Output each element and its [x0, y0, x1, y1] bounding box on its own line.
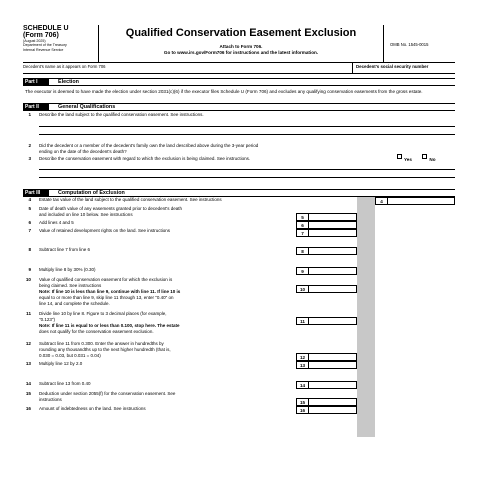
line-4-box-label: 4: [375, 197, 388, 205]
line-12-amount-field[interactable]: [309, 353, 357, 361]
line-13-number: 13: [25, 361, 31, 366]
line-8-amount-field[interactable]: [309, 247, 357, 255]
line-13-amount-field[interactable]: [309, 361, 357, 369]
line-10-number: 10: [25, 277, 31, 282]
line-12-number: 12: [25, 341, 31, 346]
line-2-number: 2: [28, 143, 31, 148]
line-8-text: Subtract line 7 from line 6: [39, 247, 91, 252]
part-2-tag: Part II: [23, 103, 49, 111]
form-id-block: [23, 25, 99, 63]
line-9-text: Multiply line 8 by 30% (0.30): [39, 267, 96, 272]
line-7-text: Value of retained development rights on the land. See instructions: [39, 228, 170, 233]
part-2-header: [23, 103, 455, 111]
yes-no-group: [391, 148, 436, 166]
line-7-amount-field[interactable]: [309, 229, 357, 237]
line-10-amount-field[interactable]: [309, 285, 357, 293]
line-11-box-label: 11: [296, 317, 309, 325]
department-line-2: Internal Revenue Service: [23, 47, 64, 52]
line-15-amount-field[interactable]: [309, 398, 357, 406]
line-5-amount-field[interactable]: [309, 213, 357, 221]
part-3-body: [23, 197, 455, 437]
attach-instruction: Attach to Form 706.: [219, 44, 263, 49]
line-10-note-3: line 14, and complete the schedule.: [39, 301, 110, 306]
line-16-amount-field[interactable]: [309, 406, 357, 414]
line-5-text-2: and included on line 10 below. See instructions: [39, 212, 133, 217]
line-5-box-label: 5: [296, 213, 309, 221]
line-12-text: Subtract line 11 from 0.300. Enter the answer in hundredths by: [39, 341, 164, 346]
line-6-text: Add lines 4 and 5: [39, 220, 74, 225]
part-2-body: [23, 111, 455, 185]
line-3-number: 3: [28, 156, 31, 161]
line-12-text-3: 0.030 = 0.03, but 0.031 = 0.04): [39, 353, 101, 358]
line-1-text: Describe the land subject to the qualified conservation easement. See instructions.: [39, 112, 204, 117]
part-1-tag: Part I: [23, 78, 49, 86]
line-15-box-label: 15: [296, 398, 309, 406]
line-10-text-2: being claimed. See instructions: [39, 283, 102, 288]
line-3-answer-line-2[interactable]: [39, 177, 455, 178]
no-label: No: [429, 157, 436, 162]
line-9-box-label: 9: [296, 267, 309, 275]
line-7-number: 7: [28, 228, 31, 233]
line-14-text: Subtract line 13 from 0.40: [39, 381, 91, 386]
line-15-text: Deduction under section 2055(f) for the conservation easement. See: [39, 391, 176, 396]
name-row: [23, 63, 455, 74]
line-16-number: 16: [25, 406, 31, 411]
part-1-title: Election: [58, 79, 79, 85]
line-11-text: Divide line 10 by line 8. Figure to 3 decimal places (for example,: [39, 311, 167, 316]
line-4-text: Estate tax value of the land subject to the qualified conservation easement. See instructions: [39, 197, 222, 202]
form-number: (Form 706): [23, 32, 59, 39]
line-11-amount-field[interactable]: [309, 317, 357, 325]
line-13-box-label: 13: [296, 361, 309, 369]
website-instruction: Go to www.irs.gov/Form706 for instructions and the latest information.: [163, 50, 319, 55]
line-9-amount-field[interactable]: [309, 267, 357, 275]
line-14-number: 14: [25, 381, 31, 386]
line-9-number: 9: [28, 267, 31, 272]
decedent-name-label: Decedent's name as it appears on Form 706: [23, 64, 106, 69]
line-2-text-a: Did the decedent or a member of the decedent's family own the land described above during the 3-year period: [39, 143, 259, 148]
form-header: [23, 25, 455, 63]
schedule-label: SCHEDULE U: [23, 25, 69, 32]
line-14-amount-field[interactable]: [309, 381, 357, 389]
department-line-1: Department of the Treasury: [23, 43, 67, 48]
part-2-title: General Qualifications: [58, 104, 116, 110]
yes-label: Yes: [404, 157, 412, 162]
line-12-box-label: 12: [296, 353, 309, 361]
no-checkbox[interactable]: [422, 154, 427, 159]
line-14-box-label: 14: [296, 381, 309, 389]
line-3-text: Describe the conservation easement with regard to which the exclusion is being claimed. See instructions.: [39, 156, 251, 161]
form-title-block: [99, 25, 383, 63]
part-3-title: Computation of Exclusion: [58, 190, 125, 196]
line-15-text-2: instructions: [39, 397, 62, 402]
line-16-box-label: 16: [296, 406, 309, 414]
line-11-text-2: "0.123"): [39, 317, 55, 322]
part-3-header: [23, 189, 455, 197]
yes-checkbox[interactable]: [397, 154, 402, 159]
line-6-amount-field[interactable]: [309, 221, 357, 229]
omb-block: [383, 25, 455, 63]
line-3-answer-line-1[interactable]: [39, 169, 455, 170]
line-6-box-label: 6: [296, 221, 309, 229]
line-11-note: Note: If line 11 is equal to or less than 0.100, stop here. The estate: [39, 323, 180, 328]
line-16-text: Amount of indebtedness on the land. See instructions: [39, 406, 146, 411]
line-6-number: 6: [28, 220, 31, 225]
ssn-label: Decedent's social security number: [352, 63, 455, 74]
line-11-number: 11: [26, 311, 31, 316]
line-7-box-label: 7: [296, 229, 309, 237]
election-text: The executor is deemed to have made the election under section 2031(c)(6) if the executor files Schedule U (Form 706) and excludes any qualifying conservation easements from the gross estate.: [25, 89, 423, 94]
line-15-number: 15: [25, 391, 31, 396]
line-4-amount-field[interactable]: [388, 197, 455, 205]
part-1-header: [23, 78, 455, 86]
line-4-number: 4: [28, 197, 31, 202]
line-2-text-b: ending on the date of the decedent's death?: [39, 149, 127, 154]
line-1-answer-line-1[interactable]: [39, 126, 455, 127]
line-5-text: Date of death value of any easements granted prior to decedent's death: [39, 206, 182, 211]
line-8-number: 8: [28, 247, 31, 252]
line-8-box-label: 8: [296, 247, 309, 255]
line-12-text-2: rounding any thousandths up to the next higher hundredth (that is,: [39, 347, 171, 352]
line-10-text: Value of qualified conservation easement for which the exclusion is: [39, 277, 173, 282]
line-10-note-2: equal to or more than line 9, skip line 11 through 13, enter "0.40" on: [39, 295, 174, 300]
shaded-column: [357, 197, 375, 437]
revision-date: (August 2025): [23, 39, 46, 43]
line-1-answer-line-2[interactable]: [39, 134, 455, 135]
line-5-number: 5: [28, 206, 31, 211]
line-1-number: 1: [28, 112, 31, 117]
form-title: Qualified Conservation Easement Exclusion: [125, 27, 357, 39]
omb-number: OMB No. 1545-0015: [390, 42, 429, 47]
line-10-note: Note: If line 10 is less than line 9, continue with line 11. If line 10 is: [39, 289, 181, 294]
line-11-note-2: does not qualify for the conservation easement exclusion.: [39, 329, 154, 334]
form-page: [23, 25, 455, 437]
line-10-box-label: 10: [296, 285, 309, 293]
line-13-text: Multiply line 12 by 2.0: [39, 361, 83, 366]
part-3-tag: Part III: [23, 189, 49, 197]
